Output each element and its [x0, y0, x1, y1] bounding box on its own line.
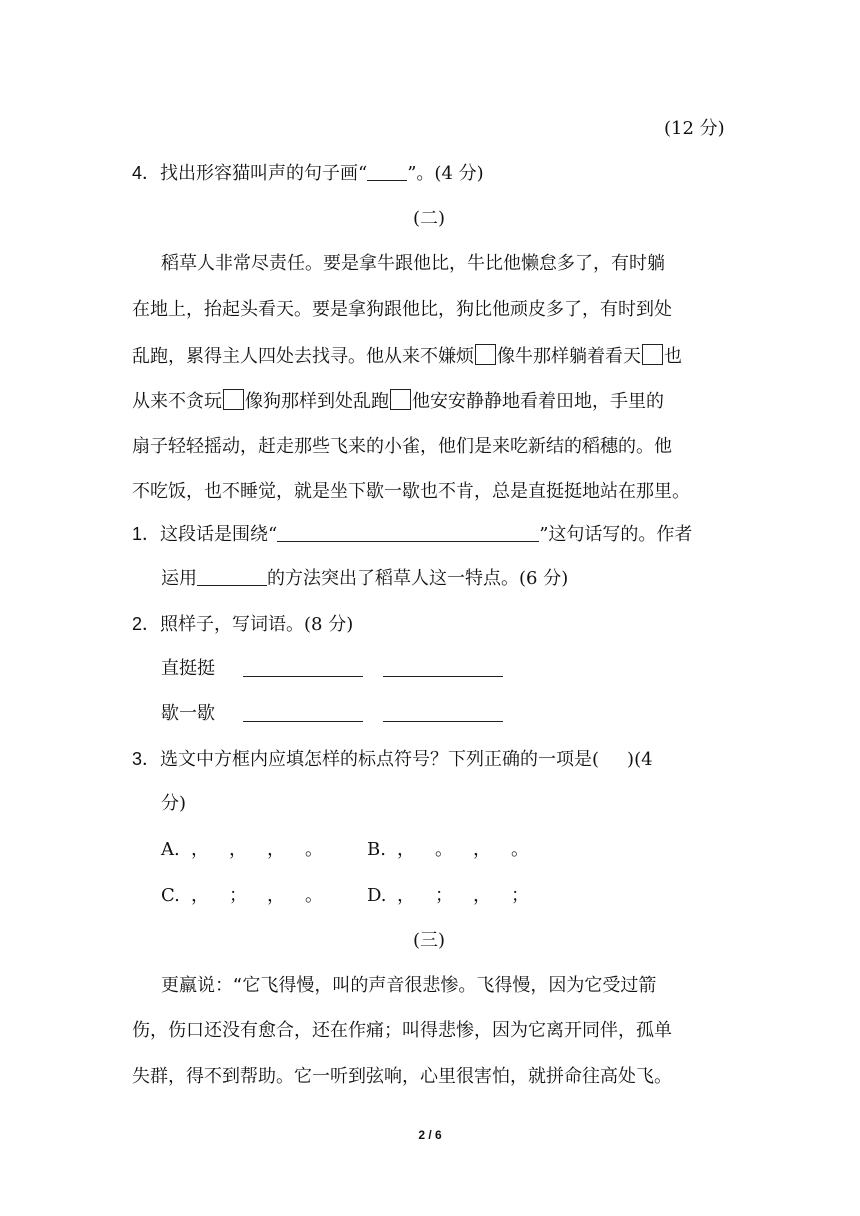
question-1 — [132, 522, 692, 547]
section-2-title: (二) — [413, 208, 446, 229]
option-b[interactable] — [367, 838, 549, 862]
option-label: B. — [367, 839, 386, 860]
option-mark: ， — [191, 885, 209, 906]
passage-3-line-2: 伤，伤口还没有愈合，还在作痛；叫得悲惨，因为它离开同伴，孤单 — [132, 1020, 672, 1041]
answer-blank-1b[interactable] — [383, 658, 503, 682]
option-c[interactable] — [161, 884, 343, 908]
question-1-line-2 — [161, 567, 568, 591]
passage-3-line-1: 更羸说：“它飞得慢，叫的声音很悲惨。飞得慢，因为它受过箭 — [161, 975, 657, 996]
option-mark: 。 — [305, 885, 323, 906]
option-mark: 。 — [511, 839, 529, 860]
section-3-title: (三) — [413, 930, 446, 951]
option-mark: ； — [511, 885, 529, 906]
text-segment: 从来不贪玩 — [132, 391, 222, 412]
option-mark: 。 — [305, 839, 323, 860]
question-3 — [132, 747, 653, 772]
option-mark: ， — [267, 885, 285, 906]
passage-2-line-2: 在地上，抬起头看天。要是拿狗跟他比，狗比他顽皮多了，有时到处 — [132, 299, 672, 320]
score-label: (12 分) — [664, 118, 725, 139]
text-segment: 像狗那样到处乱跑 — [245, 391, 389, 412]
example-word-1: 直挺挺 — [161, 658, 215, 679]
option-mark: ， — [473, 839, 491, 860]
question-number: 3． — [132, 749, 161, 769]
option-label: A. — [161, 839, 180, 860]
punctuation-box-4[interactable] — [390, 389, 411, 410]
question-number: 2． — [132, 614, 161, 634]
answer-blank[interactable] — [277, 525, 539, 542]
passage-2-line-3 — [132, 344, 682, 369]
example-word-2: 歇一歇 — [161, 703, 215, 724]
option-mark: ， — [473, 885, 491, 906]
question-text-end: ”。(4 分) — [407, 163, 484, 184]
question-4 — [132, 161, 484, 186]
answer-blank[interactable] — [367, 164, 407, 181]
option-mark: ； — [229, 885, 247, 906]
option-mark: ， — [229, 839, 247, 860]
passage-3-line-3: 失群，得不到帮助。它一听到弦响，心里很害怕，就拼命往高处飞。 — [132, 1066, 672, 1087]
option-mark: ， — [397, 885, 415, 906]
question-text-end: )(4 — [627, 749, 653, 770]
question-2 — [132, 612, 353, 637]
option-mark: ； — [435, 885, 453, 906]
punctuation-box-2[interactable] — [642, 344, 663, 365]
question-text: 这段话是围绕“ — [160, 524, 278, 545]
option-d[interactable] — [367, 884, 549, 908]
punctuation-box-3[interactable] — [223, 389, 244, 410]
question-text-end: ”这句话写的。作者 — [539, 524, 693, 545]
option-a[interactable] — [161, 838, 343, 862]
page-number: 2 / 6 — [418, 1128, 442, 1142]
text-segment: 也 — [664, 346, 682, 367]
answer-blank-2b[interactable] — [383, 703, 503, 727]
option-mark: ， — [191, 839, 209, 860]
answer-blank-1a[interactable] — [243, 658, 363, 682]
option-label: D. — [367, 885, 387, 906]
question-text: 运用 — [161, 568, 197, 589]
option-label: C. — [161, 885, 180, 906]
question-text: 选文中方框内应填怎样的标点符号？下列正确的一项是( — [160, 749, 600, 770]
question-text: 找出形容猫叫声的句子画“ — [160, 163, 368, 184]
passage-2-line-1: 稻草人非常尽责任。要是拿牛跟他比，牛比他懒怠多了，有时躺 — [161, 253, 665, 274]
text-segment: 乱跑，累得主人四处去找寻。他从来不嫌烦 — [132, 346, 474, 367]
question-text-end: 的方法突出了稻草人这一特点。(6 分) — [267, 568, 569, 589]
text-segment: 他安安静静地看着田地，手里的 — [412, 391, 664, 412]
option-mark: ， — [267, 839, 285, 860]
question-number: 4． — [132, 163, 161, 183]
question-text: 照样子，写词语。(8 分) — [160, 614, 354, 635]
text-segment: 像牛那样躺着看天 — [497, 346, 641, 367]
answer-blank[interactable] — [197, 569, 267, 586]
punctuation-box-1[interactable] — [475, 344, 496, 365]
question-3-line-2: 分) — [161, 793, 187, 814]
answer-blank-2a[interactable] — [243, 703, 363, 727]
passage-2-line-6: 不吃饭，也不睡觉，就是坐下歇一歇也不肯，总是直挺挺地站在那里。 — [132, 481, 690, 502]
passage-2-line-4 — [132, 389, 664, 414]
question-number: 1． — [132, 524, 161, 544]
option-mark: 。 — [435, 839, 453, 860]
option-mark: ， — [397, 839, 415, 860]
passage-2-line-5: 扇子轻轻摇动，赶走那些飞来的小雀，他们是来吃新结的稻穗的。他 — [132, 436, 672, 457]
